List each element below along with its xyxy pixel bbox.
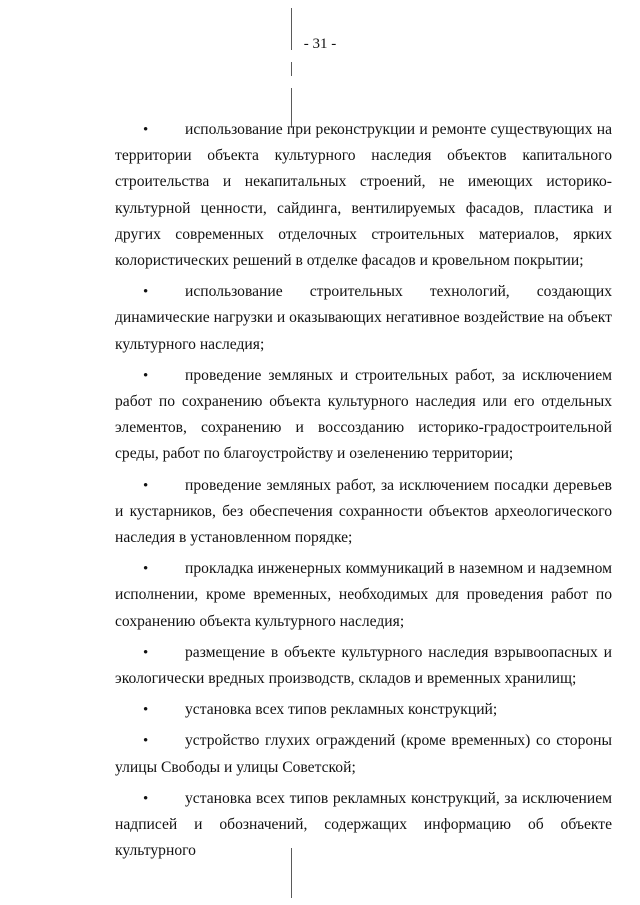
list-item xyxy=(115,363,612,468)
list-item-text: установка всех типов рекламных конструкций; xyxy=(185,701,498,719)
list-item xyxy=(115,786,612,865)
list-item xyxy=(115,279,612,358)
list-item xyxy=(115,697,612,723)
bullet-icon: • xyxy=(143,122,149,138)
list-item-text: использование при реконструкции и ремонте существующих на территории объекта культурного наследия объектов капитального строительства и некапитальных строений, не имеющих историко-культурной ценности, сайдинга, вентилируемых фасадов, пластика и других современных отделочных строительных материалов, ярких колористических решений в отделке фасадов и кровельном покрытии; xyxy=(115,121,612,270)
list-item xyxy=(115,728,612,780)
bullet-icon: • xyxy=(143,733,149,750)
list-item-text: проведение земляных работ, за исключением посадки деревьев и кустарников, без обеспечения сохранности объектов археологического наследия в установленном порядке; xyxy=(115,476,612,547)
bullet-icon: • xyxy=(143,790,149,807)
bullet-icon: • xyxy=(143,477,149,494)
document-body xyxy=(115,117,612,864)
list-item-text: проведение земляных и строительных работ, за исключением работ по сохранению объекта культурного наследия или его отдельных элементов, сохранению и воссозданию историко-градостроительной среды, работ по благоустройству и озеленению территории; xyxy=(115,366,612,463)
bullet-icon: • xyxy=(143,284,149,301)
list-item-text: устройство глухих ограждений (кроме временных) со стороны улицы Свободы и улицы Советской; xyxy=(115,732,612,776)
list-item xyxy=(115,473,612,552)
list-item xyxy=(115,117,612,274)
bullet-icon: • xyxy=(143,702,149,719)
list-item xyxy=(115,640,612,692)
list-item-text: размещение в объекте культурного наследия взрывоопасных и экологически вредных производств, складов и временных хранилищ; xyxy=(115,643,612,688)
page-number: - 31 - xyxy=(303,36,337,52)
scan-fold-line xyxy=(291,62,292,76)
bullet-icon: • xyxy=(143,644,149,661)
bullet-icon: • xyxy=(143,561,149,578)
list-item-text: установка всех типов рекламных конструкций, за исключением надписей и обозначений, содержащих информацию об объекте культурного xyxy=(115,789,612,860)
list-item-text: использование строительных технологий, создающих динамические нагрузки и оказывающих негативное воздействие на объект культурного наследия; xyxy=(115,283,612,353)
bullet-icon: • xyxy=(143,367,149,384)
list-item-text: прокладка инженерных коммуникаций в наземном и надземном исполнении, кроме временных, необходимых для проведения работ по сохранению объекта культурного наследия; xyxy=(115,560,612,630)
list-item xyxy=(115,556,612,635)
